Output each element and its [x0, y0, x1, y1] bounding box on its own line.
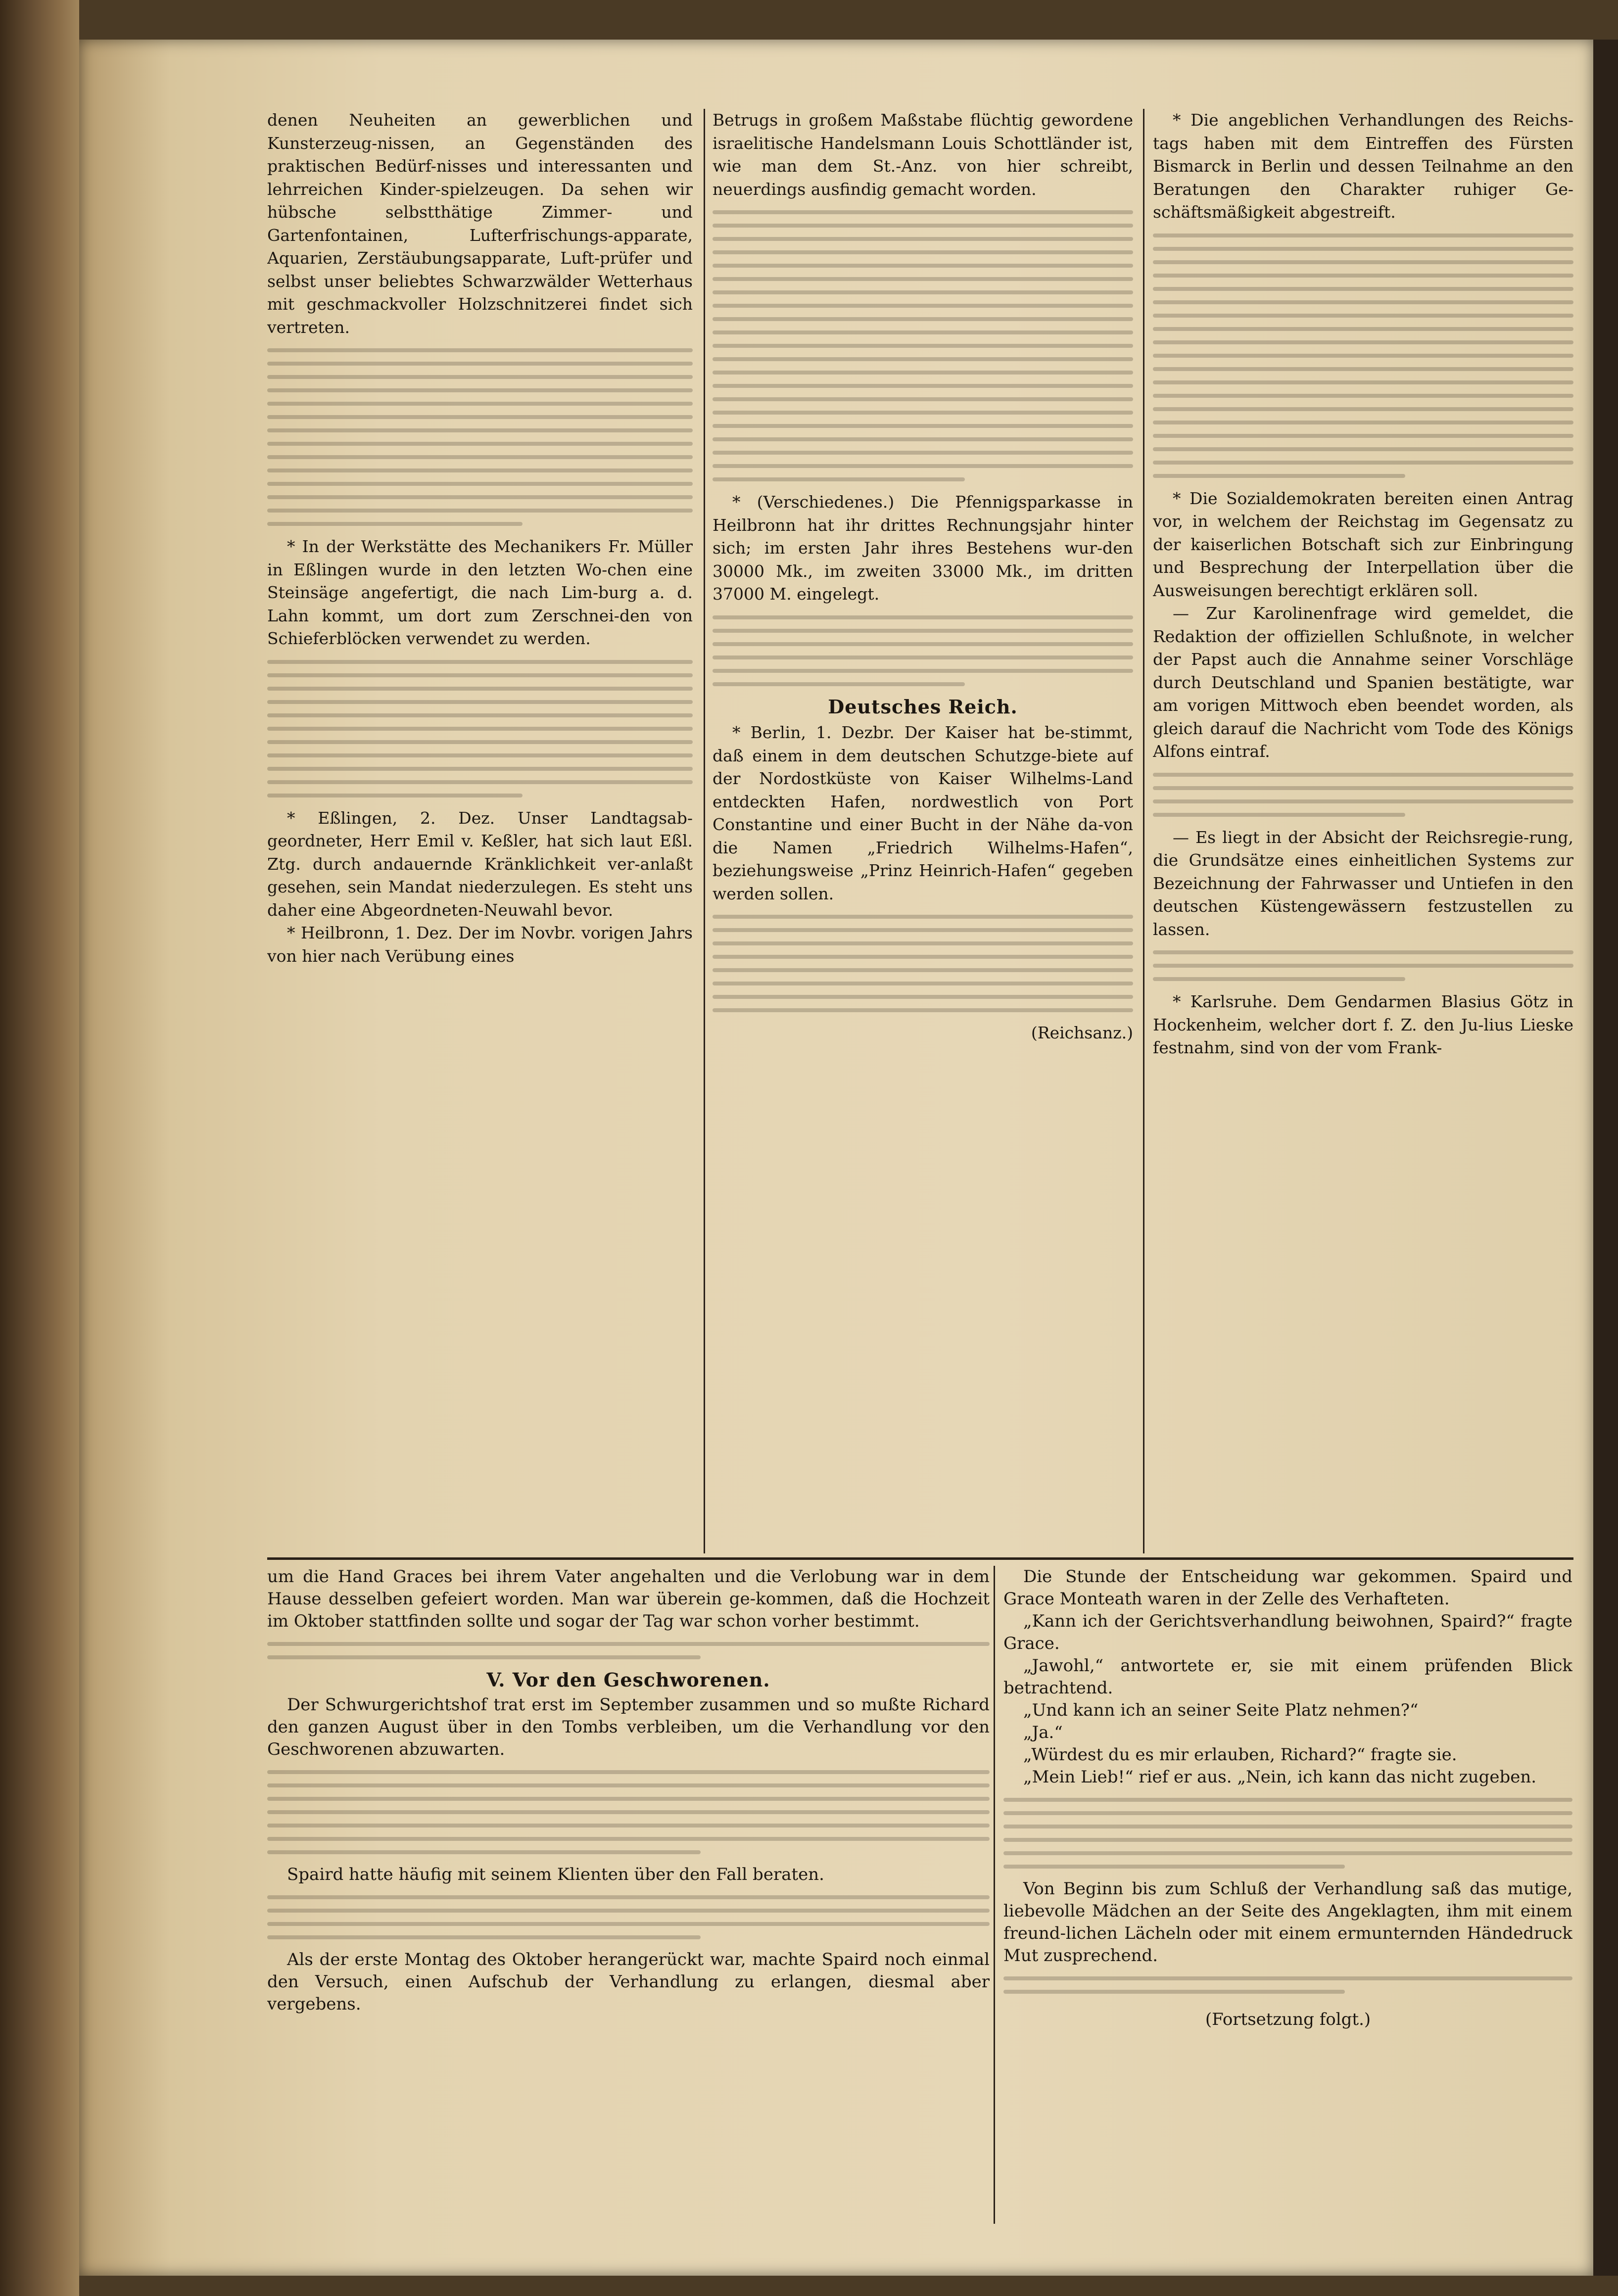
placeholder-line — [267, 1922, 990, 1926]
column-divider — [704, 109, 705, 1553]
feuilleton-right-paragraph-5: „Ja.“ — [1023, 1723, 1063, 1742]
placeholder-line — [1153, 964, 1573, 968]
placeholder-line — [267, 1909, 990, 1913]
placeholder-line — [1003, 1851, 1572, 1855]
col3-paragraph-3: — Zur Karolinenfrage wird gemeldet, die Redaktion der offiziellen Schlußnote, in welcher der Papst auch die Annahme seiner Vorschläge durch Deutschland und Spanien bestätigte, war am vorigen Mittwoch eben beendet worden, als gleich darauf die Nachricht vom Tode des Königs Alfons eintraf. — [1153, 604, 1573, 761]
placeholder-line — [1153, 367, 1573, 371]
placeholder-line — [1153, 260, 1573, 264]
col3-paragraph-4: — Es liegt in der Absicht der Reichsregie-rung, die Grundsätze eines einheitlichen Systems zur Bezeichnung der Fahrwasser und Untiefen in den deutschen Küstengewässern festzustellen zu lassen. — [1153, 827, 1573, 939]
placeholder-line — [1153, 950, 1573, 954]
placeholder-line — [267, 673, 693, 677]
col2-paragraph-3: * Berlin, 1. Dezbr. Der Kaiser hat be-stimmt, daß einem in dem deutschen Schutzge-biete auf der Nordostküste von Kaiser Wilhelms-Land entdeckten Hafen, nordwestlich von Port Constantine und einer Bucht in der Nähe da-von die Namen „Friedrich Wilhelms-Hafen“, beziehungsweise „Prinz Heinrich-Hafen“ gegeben werden sollen. — [713, 723, 1133, 903]
placeholder-line — [713, 928, 1133, 932]
placeholder-line — [267, 482, 693, 486]
placeholder-line — [267, 753, 693, 757]
col1-paragraph-4: * Heilbronn, 1. Dez. Der im Novbr. vorigen Jahrs von hier nach Verübung eines — [267, 923, 693, 966]
feuilleton-right-paragraph-3: „Jawohl,“ antwortete er, sie mit einem prüfenden Blick betrachtend. — [1003, 1656, 1572, 1698]
placeholder-line — [267, 375, 693, 379]
feuilleton-right-paragraph-2: „Kann ich der Gerichtsverhandlung beiwohnen, Spaird?“ fragte Grace. — [1003, 1611, 1572, 1653]
placeholder-line — [713, 424, 1133, 428]
feuilleton-right-paragraph-8: Von Beginn bis zum Schluß der Verhandlung saß das mutige, liebevolle Mädchen an der Seite des Angeklagten, ihm mit einem freund-lichen Lächeln oder mit einem ermunternden Händedruck Mut zusprechend. — [1003, 1879, 1572, 1966]
placeholder-line — [713, 250, 1133, 254]
placeholder-line — [1153, 977, 1405, 981]
placeholder-line — [1003, 1838, 1572, 1842]
placeholder-line — [267, 1642, 990, 1646]
placeholder-line — [1153, 394, 1573, 398]
col1-paragraph-3: * Eßlingen, 2. Dez. Unser Landtagsab-geordneter, Herr Emil v. Keßler, hat sich laut Eßl. Ztg. durch andauernde Kränklichkeit ver-anlaßt gesehen, sein Mandat niederzulegen. Es steht uns daher eine Abgeordneten-Neuwahl bevor. — [267, 808, 693, 920]
placeholder-line — [713, 615, 1133, 619]
col3-paragraph-5: * Karlsruhe. Dem Gendarmen Blasius Götz in Hockenheim, welcher dort f. Z. den Ju-lius Lieske festnahm, sind von der vom Frank- — [1153, 992, 1573, 1057]
placeholder-line — [267, 687, 693, 691]
placeholder-line — [713, 941, 1133, 945]
column-divider — [1143, 109, 1144, 1553]
placeholder-line — [713, 210, 1133, 214]
placeholder-line — [1153, 813, 1405, 817]
placeholder-line — [1153, 300, 1573, 304]
col2-paragraph-1: Betrugs in großem Maßstabe flüchtig gewordene israelitische Handelsmann Louis Schottländer ist, wie man dem St.-Anz. von hier schreibt, neuerdings ausfindig gemacht worden. — [713, 110, 1133, 199]
placeholder-line — [267, 700, 693, 704]
placeholder-line — [1003, 1990, 1345, 1994]
placeholder-line — [713, 330, 1133, 334]
placeholder-line — [267, 1783, 990, 1787]
placeholder-line — [1003, 1798, 1572, 1802]
placeholder-line — [267, 495, 693, 499]
placeholder-line — [267, 780, 693, 784]
placeholder-line — [267, 415, 693, 419]
placeholder-line — [1003, 1825, 1572, 1828]
placeholder-line — [267, 428, 693, 432]
placeholder-line — [713, 669, 1133, 673]
feuilleton-left-paragraph-2: Der Schwurgerichtshof trat erst im September zusammen und so mußte Richard den ganzen August über in den Tombs verbleiben, um die Verhandlung vor den Geschworenen abzuwarten. — [267, 1695, 990, 1759]
feuilleton-separator — [267, 1557, 1573, 1560]
placeholder-line — [713, 955, 1133, 959]
placeholder-line — [267, 767, 693, 771]
placeholder-line — [713, 264, 1133, 268]
col1-paragraph-2: * In der Werkstätte des Mechanikers Fr. Müller in Eßlingen wurde in den letzten Wo-chen eine Steinsäge angefertigt, die nach Lim-burg a. d. Lahn kommt, um dort zum Zerschnei-den von Schieferblöcken verwendet zu werden. — [267, 537, 693, 648]
placeholder-line — [267, 1824, 990, 1827]
placeholder-line — [267, 1850, 701, 1854]
placeholder-line — [267, 1797, 990, 1801]
placeholder-line — [713, 629, 1133, 633]
section-heading-deutsches-reich: Deutsches Reich. — [828, 695, 1018, 718]
placeholder-line — [1153, 354, 1573, 358]
placeholder-line — [267, 509, 693, 513]
placeholder-line — [713, 304, 1133, 308]
placeholder-line — [267, 1655, 701, 1659]
placeholder-line — [713, 642, 1133, 646]
placeholder-line — [267, 1810, 990, 1814]
placeholder-line — [267, 362, 693, 366]
feuilleton-right-paragraph-7: „Mein Lieb!“ rief er aus. „Nein, ich kann das nicht zugeben. — [1023, 1767, 1537, 1787]
placeholder-line — [1153, 786, 1573, 790]
placeholder-line — [1153, 340, 1573, 344]
placeholder-line — [1153, 434, 1573, 438]
placeholder-line — [713, 237, 1133, 241]
placeholder-line — [1153, 274, 1573, 278]
placeholder-line — [1153, 461, 1573, 465]
placeholder-line — [267, 388, 693, 392]
placeholder-line — [1153, 421, 1573, 424]
column-1 — [267, 109, 693, 1548]
placeholder-line — [713, 371, 1133, 375]
col3-paragraph-2: * Die Sozialdemokraten bereiten einen Antrag vor, in welchem der Reichstag im Gegensatz zu der kaiserlichen Botschaft sich zur Einbringung und Besprechung der Interpellation über die Ausweisungen berechtigt erklären soll. — [1153, 488, 1573, 600]
col1-paragraph-1: denen Neuheiten an gewerblichen und Kunsterzeug-nissen, an Gegenständen des praktischen Bedürf-nisses und interessanten und lehrreichen Kinder-spielzeugen. Da sehen wir hübsche selbstthätige Zimmer- und Gartenfontainen, Lufterfrischungs-apparate, Aquarien, Zerstäubungsapparate, Luft-prüfer und selbst unser beliebtes Schwarzwälder Wetterhaus mit geschmackvoller Holzschnitzerei findet sich vertreten. — [267, 110, 693, 337]
placeholder-line — [713, 397, 1133, 401]
placeholder-line — [1153, 447, 1573, 451]
placeholder-line — [713, 384, 1133, 388]
placeholder-line — [1003, 1976, 1572, 1980]
placeholder-line — [267, 469, 693, 472]
placeholder-line — [713, 277, 1133, 281]
placeholder-line — [1153, 247, 1573, 251]
feuilleton-left-paragraph-4: Als der erste Montag des Oktober herangerückt war, machte Spaird noch einmal den Versuch, einen Aufschub der Verhandlung zu erlangen, diesmal aber vergebens. — [267, 1950, 990, 2014]
placeholder-line — [713, 968, 1133, 972]
page-edge-shadow — [1593, 40, 1618, 2276]
feuilleton-column-divider — [994, 1566, 995, 2224]
feuilleton-right-paragraph-6: „Würdest du es mir erlauben, Richard?“ fragte sie. — [1023, 1745, 1457, 1765]
placeholder-line — [267, 727, 693, 731]
placeholder-line — [1153, 799, 1573, 803]
placeholder-line — [1153, 380, 1573, 384]
placeholder-line — [713, 464, 1133, 468]
placeholder-line — [713, 995, 1133, 999]
col2-paragraph-2: * (Verschiedenes.) Die Pfennigsparkasse in Heilbronn hat ihr drittes Rechnungsjahr hinter sich; im ersten Jahr ihres Bestehens wur-den 30000 Mk., im zweiten 33000 Mk., im dritten 37000 M. eingelegt. — [713, 492, 1133, 604]
placeholder-line — [267, 713, 693, 717]
placeholder-line — [1153, 474, 1405, 478]
placeholder-line — [713, 982, 1133, 985]
placeholder-line — [267, 1935, 701, 1939]
chapter-heading: V. Vor den Geschworenen. — [486, 1669, 770, 1691]
continuation-note: (Fortsetzung folgt.) — [1205, 2010, 1371, 2029]
placeholder-line — [267, 402, 693, 406]
placeholder-line — [713, 344, 1133, 348]
placeholder-line — [267, 442, 693, 446]
placeholder-line — [713, 437, 1133, 441]
placeholder-line — [267, 455, 693, 459]
placeholder-line — [713, 451, 1133, 455]
placeholder-line — [713, 290, 1133, 294]
feuilleton-left-paragraph-1: um die Hand Graces bei ihrem Vater angehalten und die Verlobung war in dem Hause desselben gefeiert worden. Man war überein ge-kommen, daß die Hochzeit im Oktober stattfinden sollte und sogar der Tag war schon vorher bestimmt. — [267, 1567, 990, 1631]
column-2 — [713, 109, 1133, 1548]
feuilleton-right-paragraph-1: Die Stunde der Entscheidung war gekommen. Spaird und Grace Monteath waren in der Zelle des Verhafteten. — [1003, 1567, 1572, 1609]
placeholder-line — [267, 348, 693, 352]
placeholder-line — [713, 357, 1133, 361]
placeholder-line — [1153, 234, 1573, 237]
feuilleton-left-paragraph-3: Spaird hatte häufig mit seinem Klienten über den Fall beraten. — [287, 1865, 824, 1884]
book-binding — [0, 0, 79, 2296]
placeholder-line — [267, 1837, 990, 1841]
placeholder-line — [713, 224, 1133, 228]
placeholder-line — [713, 1008, 1133, 1012]
source-signature: (Reichsanz.) — [1031, 1023, 1133, 1042]
placeholder-line — [267, 1895, 990, 1899]
placeholder-line — [1003, 1811, 1572, 1815]
placeholder-line — [267, 794, 523, 797]
placeholder-line — [1153, 327, 1573, 331]
placeholder-line — [267, 740, 693, 744]
placeholder-line — [267, 1770, 990, 1774]
col3-paragraph-1: * Die angeblichen Verhandlungen des Reichs-tags haben mit dem Eintreffen des Fürsten Bismarck in Berlin und dessen Teilnahme an den Beratungen den Charakter ruhiger Ge-schäftsmäßigkeit abgestreift. — [1153, 110, 1573, 222]
placeholder-line — [1153, 314, 1573, 318]
placeholder-line — [713, 317, 1133, 321]
placeholder-line — [267, 660, 693, 664]
feuilleton-left-column — [267, 1566, 990, 2224]
placeholder-line — [1153, 407, 1573, 411]
placeholder-line — [1153, 773, 1573, 777]
placeholder-line — [1153, 287, 1573, 291]
column-3 — [1153, 109, 1573, 1548]
placeholder-line — [713, 656, 1133, 659]
feuilleton-right-paragraph-4: „Und kann ich an seiner Seite Platz nehmen?“ — [1023, 1700, 1419, 1720]
placeholder-line — [1003, 1865, 1345, 1869]
placeholder-line — [713, 477, 965, 481]
placeholder-line — [713, 411, 1133, 415]
placeholder-line — [267, 522, 523, 526]
placeholder-line — [713, 915, 1133, 919]
newspaper-page — [79, 40, 1593, 2276]
feuilleton-right-column — [1003, 1566, 1572, 2224]
placeholder-line — [713, 682, 965, 686]
